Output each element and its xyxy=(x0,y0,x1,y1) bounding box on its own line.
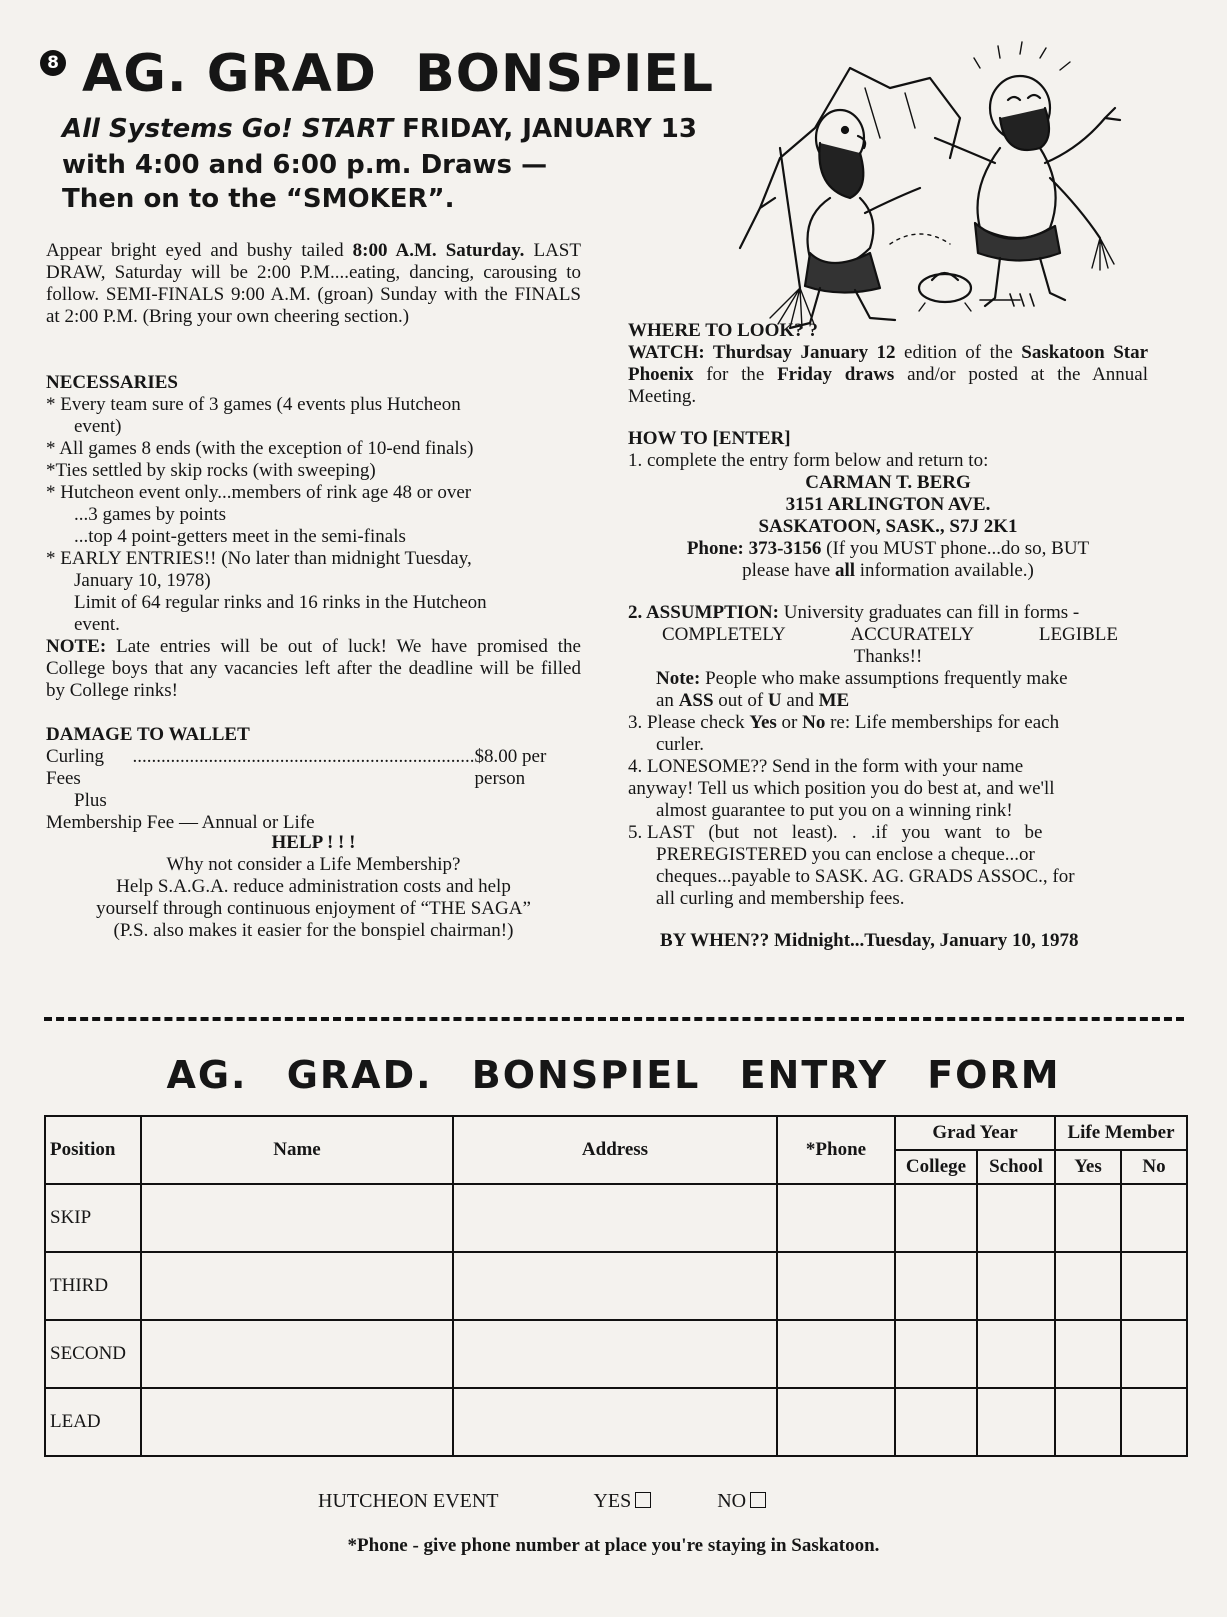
list-item: *Ties settled by skip rocks (with sweeping) xyxy=(46,460,376,481)
header-school: School xyxy=(977,1150,1055,1184)
address-field[interactable] xyxy=(453,1184,777,1252)
header-grad-year: Grad Year xyxy=(895,1116,1055,1150)
name-field[interactable] xyxy=(141,1184,453,1252)
necessaries-heading: NECESSARIES xyxy=(46,372,178,393)
position-third: THIRD xyxy=(45,1252,141,1320)
hutcheon-row xyxy=(318,1490,918,1512)
name-field[interactable] xyxy=(141,1320,453,1388)
phone-field[interactable] xyxy=(777,1252,895,1320)
header-address: Address xyxy=(453,1116,777,1184)
subhead-date: FRIDAY, JANUARY 13 xyxy=(402,114,697,144)
table-row xyxy=(45,1184,1187,1252)
position-skip: SKIP xyxy=(45,1184,141,1252)
intro-paragraph: Appear bright eyed and bushy tailed 8:00 A.M. Saturday. LAST DRAW, Saturday will be 2:00 P.M....eating, dancing, carousing to follow. SEMI-FINALS 9:00 A.M. (groan) Sunday with the FINALS at 2:00 P.M. (Bring your own cheering section.) xyxy=(46,240,581,327)
college-year-field[interactable] xyxy=(895,1252,977,1320)
necessaries-list xyxy=(46,394,581,702)
hutcheon-yes-checkbox[interactable] xyxy=(635,1492,651,1508)
subhead-line3: Then on to the “SMOKER”. xyxy=(62,184,455,214)
name-field[interactable] xyxy=(141,1388,453,1456)
phone-field[interactable] xyxy=(777,1388,895,1456)
how-heading: HOW TO [ENTER] xyxy=(628,428,791,449)
subhead-start: All Systems Go! START xyxy=(62,114,394,144)
list-item: event) xyxy=(74,416,122,437)
cut-line xyxy=(44,1017,1184,1021)
life-no-field[interactable] xyxy=(1121,1388,1187,1456)
life-yes-field[interactable] xyxy=(1055,1320,1121,1388)
name-field[interactable] xyxy=(141,1252,453,1320)
table-row xyxy=(45,1252,1187,1320)
phone-field[interactable] xyxy=(777,1320,895,1388)
hutcheon-no-label: NO xyxy=(717,1490,747,1512)
life-no-field[interactable] xyxy=(1121,1320,1187,1388)
header-college: College xyxy=(895,1150,977,1184)
position-lead: LEAD xyxy=(45,1388,141,1456)
life-yes-field[interactable] xyxy=(1055,1184,1121,1252)
help-section: HELP ! ! ! Why not consider a Life Membership? Help S.A.G.A. reduce administration costs and help yourself through continuous enjoyment of “THE SAGA” (P.S. also makes it easier for the bonspiel chairman!) xyxy=(46,832,581,942)
where-section: WHERE TO LOOK? ? WATCH: Thurdsay January 12 edition of the Saskatoon Star Phoenix for the Friday draws and/or posted at the Annual Meeting. xyxy=(628,320,1149,407)
page-number-badge: 8 xyxy=(40,50,66,76)
list-item: January 10, 1978) xyxy=(74,570,211,591)
life-yes-field[interactable] xyxy=(1055,1252,1121,1320)
cavemen-curling-illustration xyxy=(720,48,1190,332)
hutcheon-no-checkbox[interactable] xyxy=(750,1492,766,1508)
address-field[interactable] xyxy=(453,1320,777,1388)
list-item: event. xyxy=(74,614,120,635)
phone-field[interactable] xyxy=(777,1184,895,1252)
how-section: HOW TO [ENTER] 1. complete the entry form below and return to: CARMAN T. BERG 3151 ARLINGTON AVE. SASKATOON, SASK., S7J 2K1 Phone: 373-3156 (If you MUST phone...do so, BUT please have all information available.) 2. ASSUMPTION: University graduates can fill in forms - COMPLETELY ACCURATELY LEGIBLE Thanks!! Note: People who make assumptions frequently make an ASS out of U and ME 3. Please check Yes or No re: Life memberships for each curler. 4. LONESOME?? Send in the form with your name anyway! Tell us which position you do best at, and we'll almost guarantee to put you on a winning rink! 5. LAST (but not least). . .if you want to be PREREGISTERED you can enclose a cheque...or cheques...payable to SASK. AG. GRADS ASSOC., for all curling and membership fees. BY WHEN?? Midnight...Tuesday, January 10, 1978 xyxy=(628,428,1148,952)
list-item: * EARLY ENTRIES!! (No later than midnight Tuesday, xyxy=(46,548,472,569)
hutcheon-label: HUTCHEON EVENT xyxy=(318,1490,499,1512)
list-item: ...3 games by points xyxy=(74,504,226,525)
curling-fees-row: Curling Fees ........................................................................ $8.00 per person xyxy=(46,746,547,789)
life-no-field[interactable] xyxy=(1121,1252,1187,1320)
college-year-field[interactable] xyxy=(895,1320,977,1388)
header-name: Name xyxy=(141,1116,453,1184)
necessaries-note: NOTE: Late entries will be out of luck! We have promised the College boys that any vacancies left after the deadline will be filled by College rinks! xyxy=(46,636,581,701)
address-block: CARMAN T. BERG 3151 ARLINGTON AVE. SASKATOON, SASK., S7J 2K1 xyxy=(758,472,1018,537)
deadline: BY WHEN?? Midnight...Tuesday, January 10, 1978 xyxy=(660,930,1079,951)
life-no-field[interactable] xyxy=(1121,1184,1187,1252)
table-row xyxy=(45,1388,1187,1456)
school-year-field[interactable] xyxy=(977,1320,1055,1388)
school-year-field[interactable] xyxy=(977,1252,1055,1320)
college-year-field[interactable] xyxy=(895,1184,977,1252)
subhead-line2: with 4:00 and 6:00 p.m. Draws — xyxy=(62,150,548,180)
address-field[interactable] xyxy=(453,1388,777,1456)
list-item: * Every team sure of 3 games (4 events plus Hutcheon xyxy=(46,394,461,415)
header-phone: *Phone xyxy=(777,1116,895,1184)
subhead-line1 xyxy=(62,112,697,146)
help-heading: HELP ! ! ! xyxy=(271,832,356,853)
entry-form-table xyxy=(44,1115,1188,1457)
list-item: * Hutcheon event only...members of rink age 48 or over xyxy=(46,482,472,503)
header-position: Position xyxy=(45,1116,141,1184)
where-heading: WHERE TO LOOK? ? xyxy=(628,320,818,341)
school-year-field[interactable] xyxy=(977,1184,1055,1252)
hutcheon-yes-label: YES xyxy=(593,1490,632,1512)
list-item: ...top 4 point-getters meet in the semi-finals xyxy=(74,526,406,547)
phone-footnote: *Phone - give phone number at place you're staying in Saskatoon. xyxy=(347,1535,880,1556)
header-no: No xyxy=(1121,1150,1187,1184)
wallet-section: Curling Fees ........................................................................ $8.00 per person Plus Membership Fee — Annual or Life xyxy=(46,746,581,834)
school-year-field[interactable] xyxy=(977,1388,1055,1456)
header-yes: Yes xyxy=(1055,1150,1121,1184)
header-life-member: Life Member xyxy=(1055,1116,1187,1150)
list-item: * All games 8 ends (with the exception of 10-end finals) xyxy=(46,438,474,459)
entry-form-title: AG. GRAD. BONSPIEL ENTRY FORM xyxy=(166,1053,1061,1097)
wallet-heading: DAMAGE TO WALLET xyxy=(46,724,250,745)
position-second: SECOND xyxy=(45,1320,141,1388)
life-yes-field[interactable] xyxy=(1055,1388,1121,1456)
table-row xyxy=(45,1320,1187,1388)
college-year-field[interactable] xyxy=(895,1388,977,1456)
page-title: AG. GRAD BONSPIEL xyxy=(82,44,715,104)
address-field[interactable] xyxy=(453,1252,777,1320)
list-item: Limit of 64 regular rinks and 16 rinks in the Hutcheon xyxy=(74,592,487,613)
dot-leader: ........................................................................ xyxy=(127,746,475,767)
